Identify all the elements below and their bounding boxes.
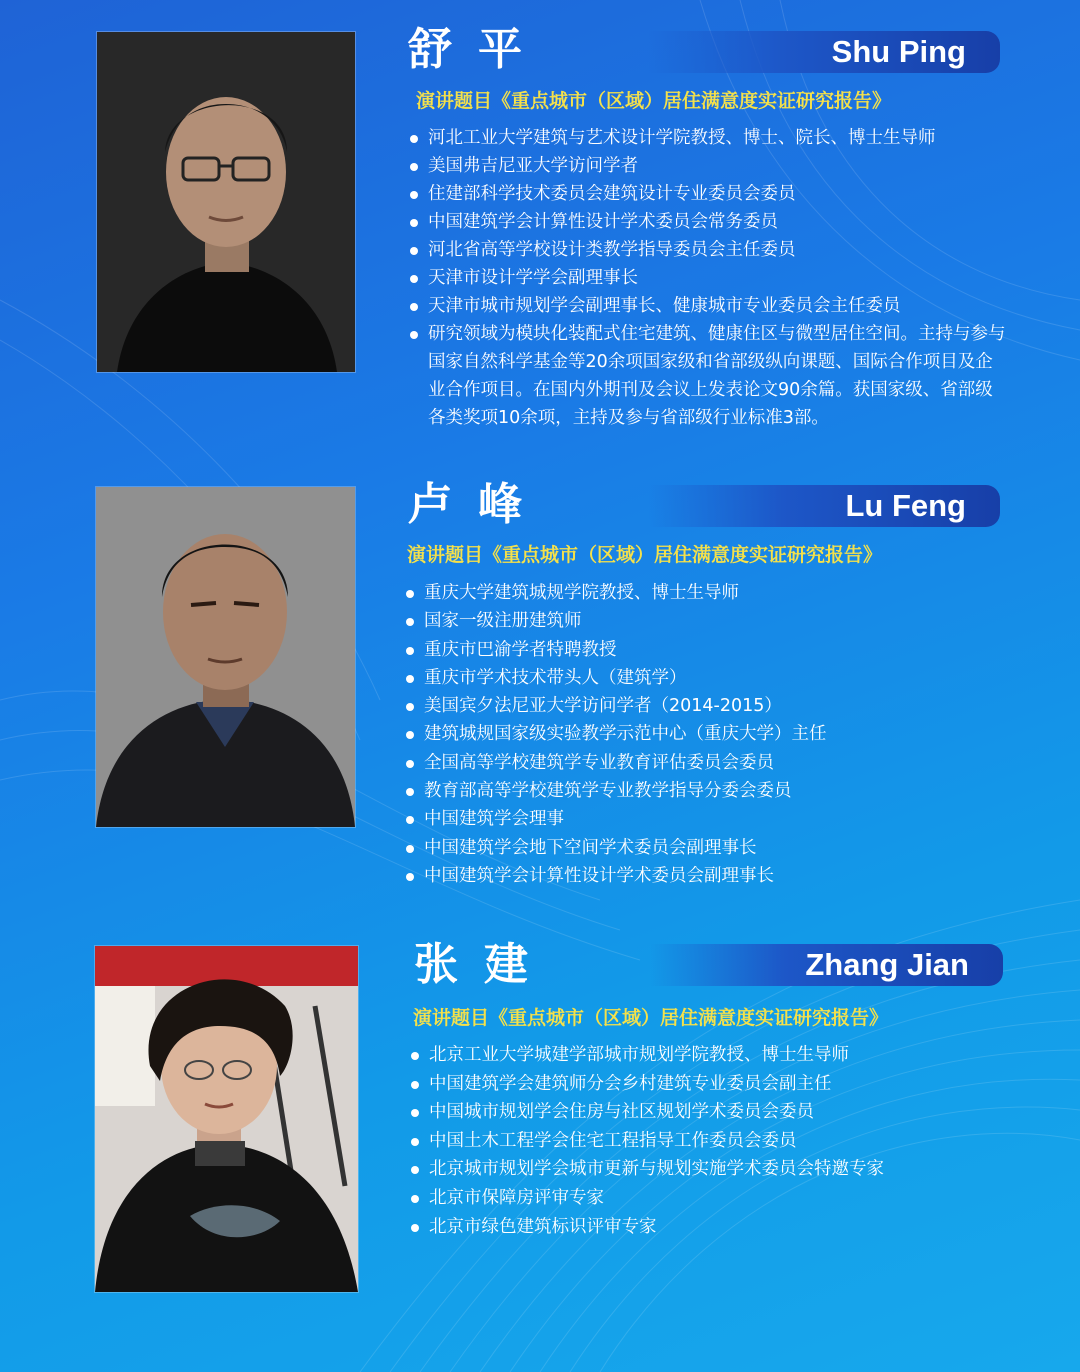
bio-item: 研究领域为模块化装配式住宅建筑、健康住区与微型居住空间。主持与参与国家自然科学基金等20余项国家级和省部级纵向课题、国际合作项目及企业合作项目。在国内外期刊及会议上发表论文90余篇。获国家级、省部级各类奖项10余项，主持及参与省部级行业标准3部。	[410, 320, 1010, 432]
bio-item: 重庆市学术技术带头人（建筑学）	[406, 664, 1026, 692]
bio-item: 中国土木工程学会住宅工程指导工作委员会委员	[411, 1127, 1031, 1156]
bio-item: 重庆市巴渝学者特聘教授	[406, 636, 1026, 664]
speaker-chinese-name: 张建	[414, 939, 554, 990]
bio-item: 中国建筑学会理事	[406, 805, 1026, 833]
portrait-placeholder-icon	[96, 487, 355, 827]
bio-item: 中国城市规划学会住房与社区规划学术委员会委员	[411, 1098, 1031, 1127]
bio-item: 北京市保障房评审专家	[411, 1184, 1031, 1213]
bio-item: 天津市城市规划学会副理事长、健康城市专业委员会主任委员	[410, 292, 1010, 320]
bio-item: 重庆大学建筑城规学院教授、博士生导师	[406, 579, 1026, 607]
english-name-bar	[648, 31, 1000, 73]
bio-item: 北京工业大学城建学部城市规划学院教授、博士生导师	[411, 1041, 1031, 1070]
speaker-english-name: Lu Feng	[845, 488, 966, 523]
bio-item: 北京城市规划学会城市更新与规划实施学术委员会特邀专家	[411, 1155, 1031, 1184]
speaker-bio-list	[410, 124, 1010, 432]
bio-item: 住建部科学技术委员会建筑设计专业委员会委员	[410, 180, 1010, 208]
bio-item: 天津市设计学学会副理事长	[410, 264, 1010, 292]
speaker-photo	[95, 486, 356, 828]
speaker-photo	[94, 945, 359, 1293]
bio-item: 中国建筑学会计算性设计学术委员会常务委员	[410, 208, 1010, 236]
bio-item: 中国建筑学会地下空间学术委员会副理事长	[406, 834, 1026, 862]
english-name-bar	[650, 944, 1003, 986]
speech-topic: 演讲题目《重点城市（区域）居住满意度实证研究报告》	[413, 1007, 889, 1029]
bio-item: 美国弗吉尼亚大学访问学者	[410, 152, 1010, 180]
speaker-bio-list	[411, 1041, 1031, 1241]
english-name-bar	[648, 485, 1000, 527]
bio-item: 中国建筑学会建筑师分会乡村建筑专业委员会副主任	[411, 1070, 1031, 1099]
speech-topic: 演讲题目《重点城市（区域）居住满意度实证研究报告》	[416, 90, 892, 112]
portrait-placeholder-icon	[95, 946, 358, 1292]
bio-item: 全国高等学校建筑学专业教育评估委员会委员	[406, 749, 1026, 777]
speaker-english-name: Shu Ping	[831, 34, 966, 69]
bio-item: 中国建筑学会计算性设计学术委员会副理事长	[406, 862, 1026, 890]
speaker-chinese-name: 卢峰	[408, 479, 548, 530]
bio-item: 国家一级注册建筑师	[406, 607, 1026, 635]
speech-topic: 演讲题目《重点城市（区域）居住满意度实证研究报告》	[407, 544, 883, 566]
bio-item: 美国宾夕法尼亚大学访问学者（2014-2015）	[406, 692, 1026, 720]
speaker-chinese-name: 舒平	[408, 24, 548, 75]
bio-item: 河北省高等学校设计类教学指导委员会主任委员	[410, 236, 1010, 264]
bio-item: 教育部高等学校建筑学专业教学指导分委会委员	[406, 777, 1026, 805]
speaker-bio-list	[406, 579, 1026, 890]
bio-item: 北京市绿色建筑标识评审专家	[411, 1213, 1031, 1242]
portrait-placeholder-icon	[97, 32, 355, 372]
speaker-photo	[96, 31, 356, 373]
bio-item: 河北工业大学建筑与艺术设计学院教授、博士、院长、博士生导师	[410, 124, 1010, 152]
bio-item: 建筑城规国家级实验教学示范中心（重庆大学）主任	[406, 720, 1026, 748]
speaker-english-name: Zhang Jian	[805, 947, 969, 982]
